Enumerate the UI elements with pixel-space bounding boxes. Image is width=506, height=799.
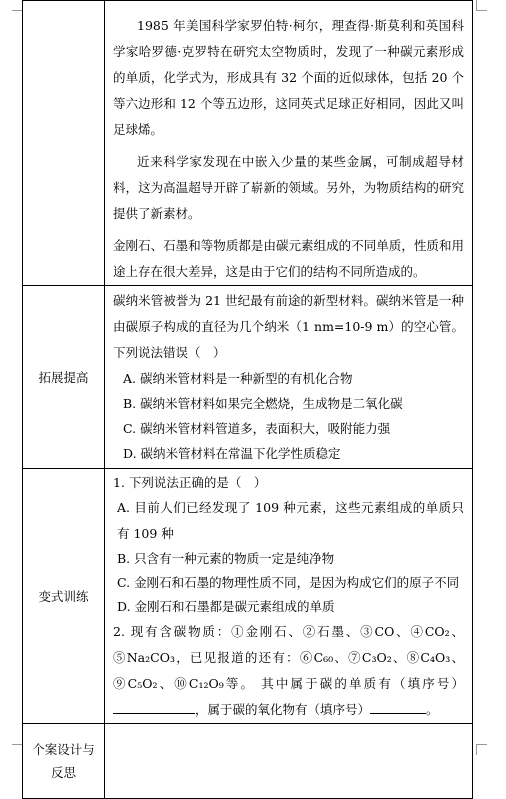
reflection-row [23, 724, 473, 799]
carbon-oxide-answer-blank[interactable] [370, 713, 426, 714]
extension-row [23, 286, 473, 469]
variant-q1-option-b: B. 只含有一种元素的物质一定是纯净物 [117, 551, 335, 566]
lesson-table [22, 0, 473, 799]
extension-content-cell [105, 286, 473, 469]
extension-question: 碳纳米管被誉为 21 世纪最有前途的新型材料。碳纳米管是一种由碳原子构成的直径为几个纳米（1 nm=10-9 m）的空心管。下列说法错误（ ） [113, 293, 464, 360]
variant-row [23, 469, 473, 724]
variant-q2-text-2: ，属于碳的氧化物有（填序号） [195, 702, 371, 717]
variant-q2-end: 。 [426, 702, 439, 717]
variant-content-cell [105, 469, 473, 724]
extension-option-c: C. 碳纳米管材料管道多，表面积大，吸附能力强 [123, 421, 391, 436]
intro-row [23, 1, 473, 286]
variant-label: 变式训练 [23, 469, 105, 724]
extension-option-b: B. 碳纳米管材料如果完全燃烧，生成物是二氧化碳 [123, 396, 403, 411]
reflection-label: 个案设计与反思 [23, 724, 105, 799]
extension-label: 拓展提高 [23, 286, 105, 469]
intro-label-cell [23, 1, 105, 286]
intro-paragraph-2: 近来科学家发现在中嵌入少量的某些金属，可制成超导材料，这为高温超导开辟了崭新的领域。另外，为物质结构的研究提供了新素材。 [113, 154, 464, 221]
variant-question-2 [105, 619, 472, 723]
reflection-content-cell[interactable] [105, 724, 473, 799]
variant-q2-text: 2. 现有含碳物质：①金刚石、②石墨、③CO、④CO₂、⑤Na₂CO₃，已见报道的还有：⑥C₆₀、⑦C₃O₂、⑧C₄O₃、⑨C₅O₂、⑩C₁₂O₉等。 其中属于碳的单质有（填序号） [113, 624, 464, 691]
page-corner-mark [476, 0, 487, 11]
intro-content-cell [105, 1, 473, 286]
intro-paragraph-1: 1985 年美国科学家罗伯特·柯尔，理查得·斯莫利和英国科学家哈罗德·克罗特在研究太空物质时，发现了一种碳元素形成的单质，化学式为，形成具有 32 个面的近似球体，包括 20 个等六边形和 12 个等五边形，这同英式足球正好相同，因此又叫足球烯。 [113, 18, 464, 137]
variant-q1-option-a: A. 目前人们已经发现了 109 种元素，这些元素组成的单质只有 109 种 [117, 500, 464, 541]
variant-q1-option-c: C. 金刚石和石墨的物理性质不同，是因为构成它们的原子不同 [117, 575, 460, 590]
carbon-element-answer-blank[interactable] [113, 713, 195, 714]
variant-question-1: 1. 下列说法正确的是（ ） [113, 475, 267, 490]
extension-option-d: D. 碳纳米管材料在常温下化学性质稳定 [123, 446, 341, 461]
variant-q1-option-d: D. 金刚石和石墨都是碳元素组成的单质 [117, 599, 335, 614]
intro-paragraph-3: 金刚石、石墨和等物质都是由碳元素组成的不同单质，性质和用途上存在很大差异，这是由于它们的结构不同所造成的。 [113, 238, 464, 279]
extension-option-a: A. 碳纳米管材料是一种新型的有机化合物 [123, 371, 353, 386]
page-corner-mark [476, 744, 487, 755]
